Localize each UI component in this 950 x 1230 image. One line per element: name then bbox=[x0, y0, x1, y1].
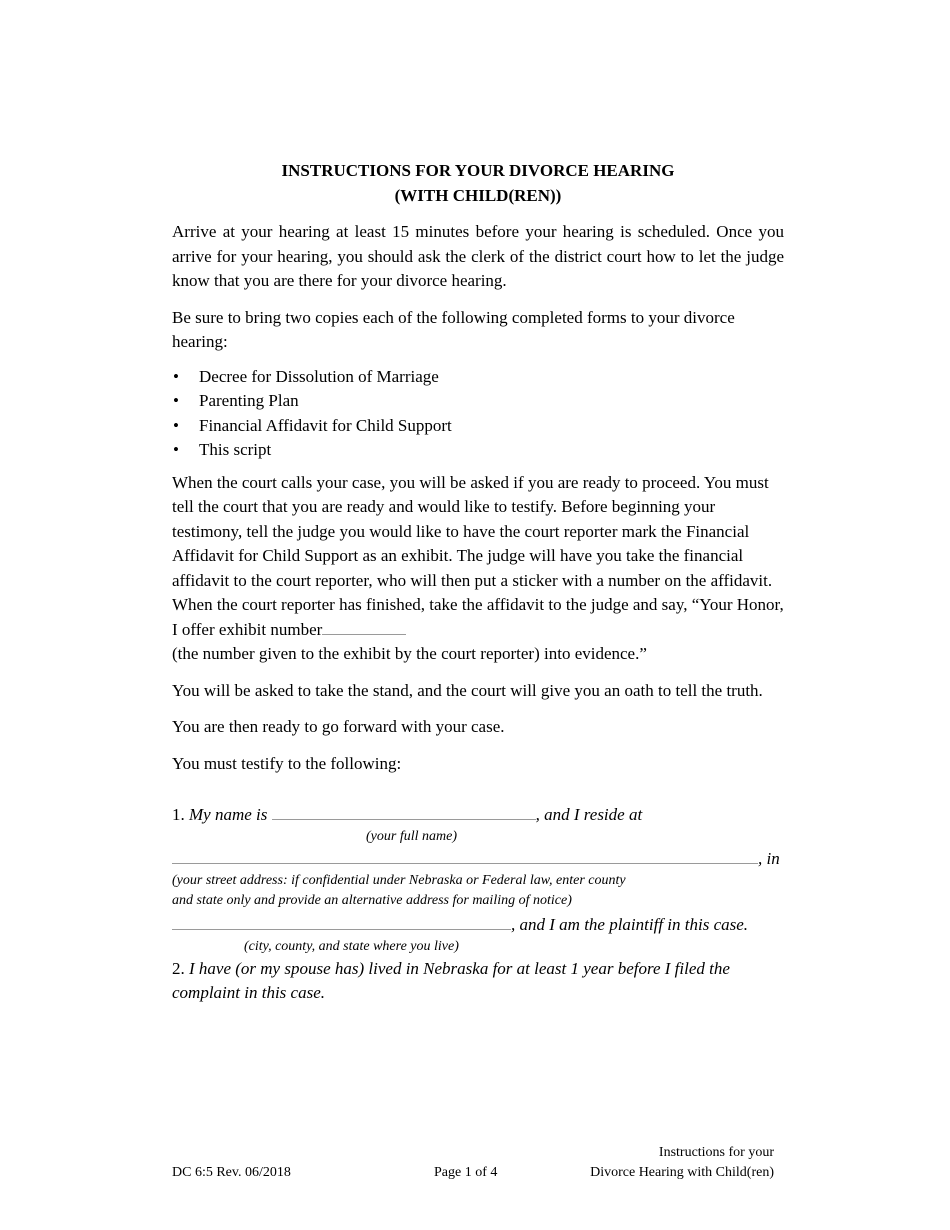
go-forward-paragraph: You are then ready to go forward with your case. bbox=[172, 717, 505, 736]
item-text: , and I am the plaintiff in this case. bbox=[511, 915, 749, 934]
take-stand-paragraph: You will be asked to take the stand, and the court will give you an oath to tell the truth. bbox=[172, 680, 763, 700]
city-caption: (city, county, and state where you live) bbox=[244, 939, 459, 954]
footer-title-line-1: Instructions for your bbox=[658, 1145, 774, 1160]
form-name: Decree for Dissolution of Marriage bbox=[199, 366, 439, 386]
footer-title-line-2: Divorce Hearing with Child(ren) bbox=[590, 1165, 774, 1180]
city-line bbox=[172, 913, 784, 937]
court-calls-text-end: (the number given to the exhibit by the court reporter) into evidence.” bbox=[172, 644, 647, 663]
testimony-item-2 bbox=[172, 957, 784, 1005]
item-text: I have (or my spouse has) lived in Nebraska for at least 1 year before I filed the complaint in this case. bbox=[172, 959, 730, 1002]
item-text: My name is bbox=[189, 805, 268, 824]
list-item bbox=[172, 365, 784, 390]
court-calls-paragraph bbox=[172, 471, 784, 667]
address-caption-1: (your street address: if confidential under Nebraska or Federal law, enter county bbox=[172, 873, 626, 888]
address-line bbox=[172, 847, 784, 871]
item-number: 2. bbox=[172, 959, 185, 978]
testimony-item-1 bbox=[172, 803, 784, 957]
bullet-icon: • bbox=[173, 391, 179, 410]
form-code: DC 6:5 Rev. 06/2018 bbox=[172, 1165, 291, 1180]
street-address-field[interactable] bbox=[172, 849, 758, 864]
document-body bbox=[172, 158, 784, 1005]
title-line-1: INSTRUCTIONS FOR YOUR DIVORCE HEARING bbox=[281, 161, 675, 180]
item-text: , in bbox=[758, 849, 780, 868]
bullet-icon: • bbox=[173, 366, 179, 386]
bring-forms-paragraph: Be sure to bring two copies each of the following completed forms to your divorce hearing: bbox=[172, 307, 735, 351]
city-county-state-field[interactable] bbox=[172, 915, 511, 930]
name-line bbox=[172, 803, 784, 827]
address-caption-2: and state only and provide an alternative address for mailing of notice) bbox=[172, 893, 572, 908]
form-name: This script bbox=[199, 440, 272, 459]
title-line-2: (WITH CHILD(REN)) bbox=[394, 186, 562, 205]
list-item bbox=[172, 389, 784, 414]
page-number: Page 1 of 4 bbox=[434, 1165, 498, 1180]
list-item bbox=[172, 414, 784, 439]
exhibit-number-field[interactable] bbox=[322, 620, 406, 635]
bullet-icon: • bbox=[173, 415, 179, 435]
list-item bbox=[172, 438, 784, 463]
form-name: Financial Affidavit for Child Support bbox=[199, 415, 452, 435]
testify-paragraph: You must testify to the following: bbox=[172, 753, 402, 773]
document-title bbox=[172, 158, 784, 208]
footer-title bbox=[590, 1143, 774, 1183]
court-calls-text: When the court calls your case, you will be asked if you are ready to proceed. You must tell the court that you are ready and would like to testify. Before beginning your testimony, tell the judge you would like to have the court reporter mark the Financial Affidavit for Child Support as an exhibit. The judge will have you take the financial affidavit to the court reporter, who will then put a sticker with a number on the affidavit. When the court reporter has finished, take the affidavit to the judge and say, “Your Honor, I offer exhibit number bbox=[172, 472, 784, 639]
item-text: , and I reside at bbox=[535, 805, 643, 824]
form-name: Parenting Plan bbox=[199, 391, 299, 410]
arrive-paragraph: Arrive at your hearing at least 15 minutes before your hearing is scheduled. Once you arrive for your hearing, you should ask the clerk of the district court how to let the judge know that you are there for your divorce hearing. bbox=[172, 222, 784, 290]
bullet-icon: • bbox=[173, 440, 179, 459]
full-name-field[interactable] bbox=[272, 805, 536, 820]
forms-list bbox=[172, 365, 784, 463]
full-name-caption: (your full name) bbox=[366, 829, 457, 844]
item-number: 1. bbox=[172, 805, 185, 824]
